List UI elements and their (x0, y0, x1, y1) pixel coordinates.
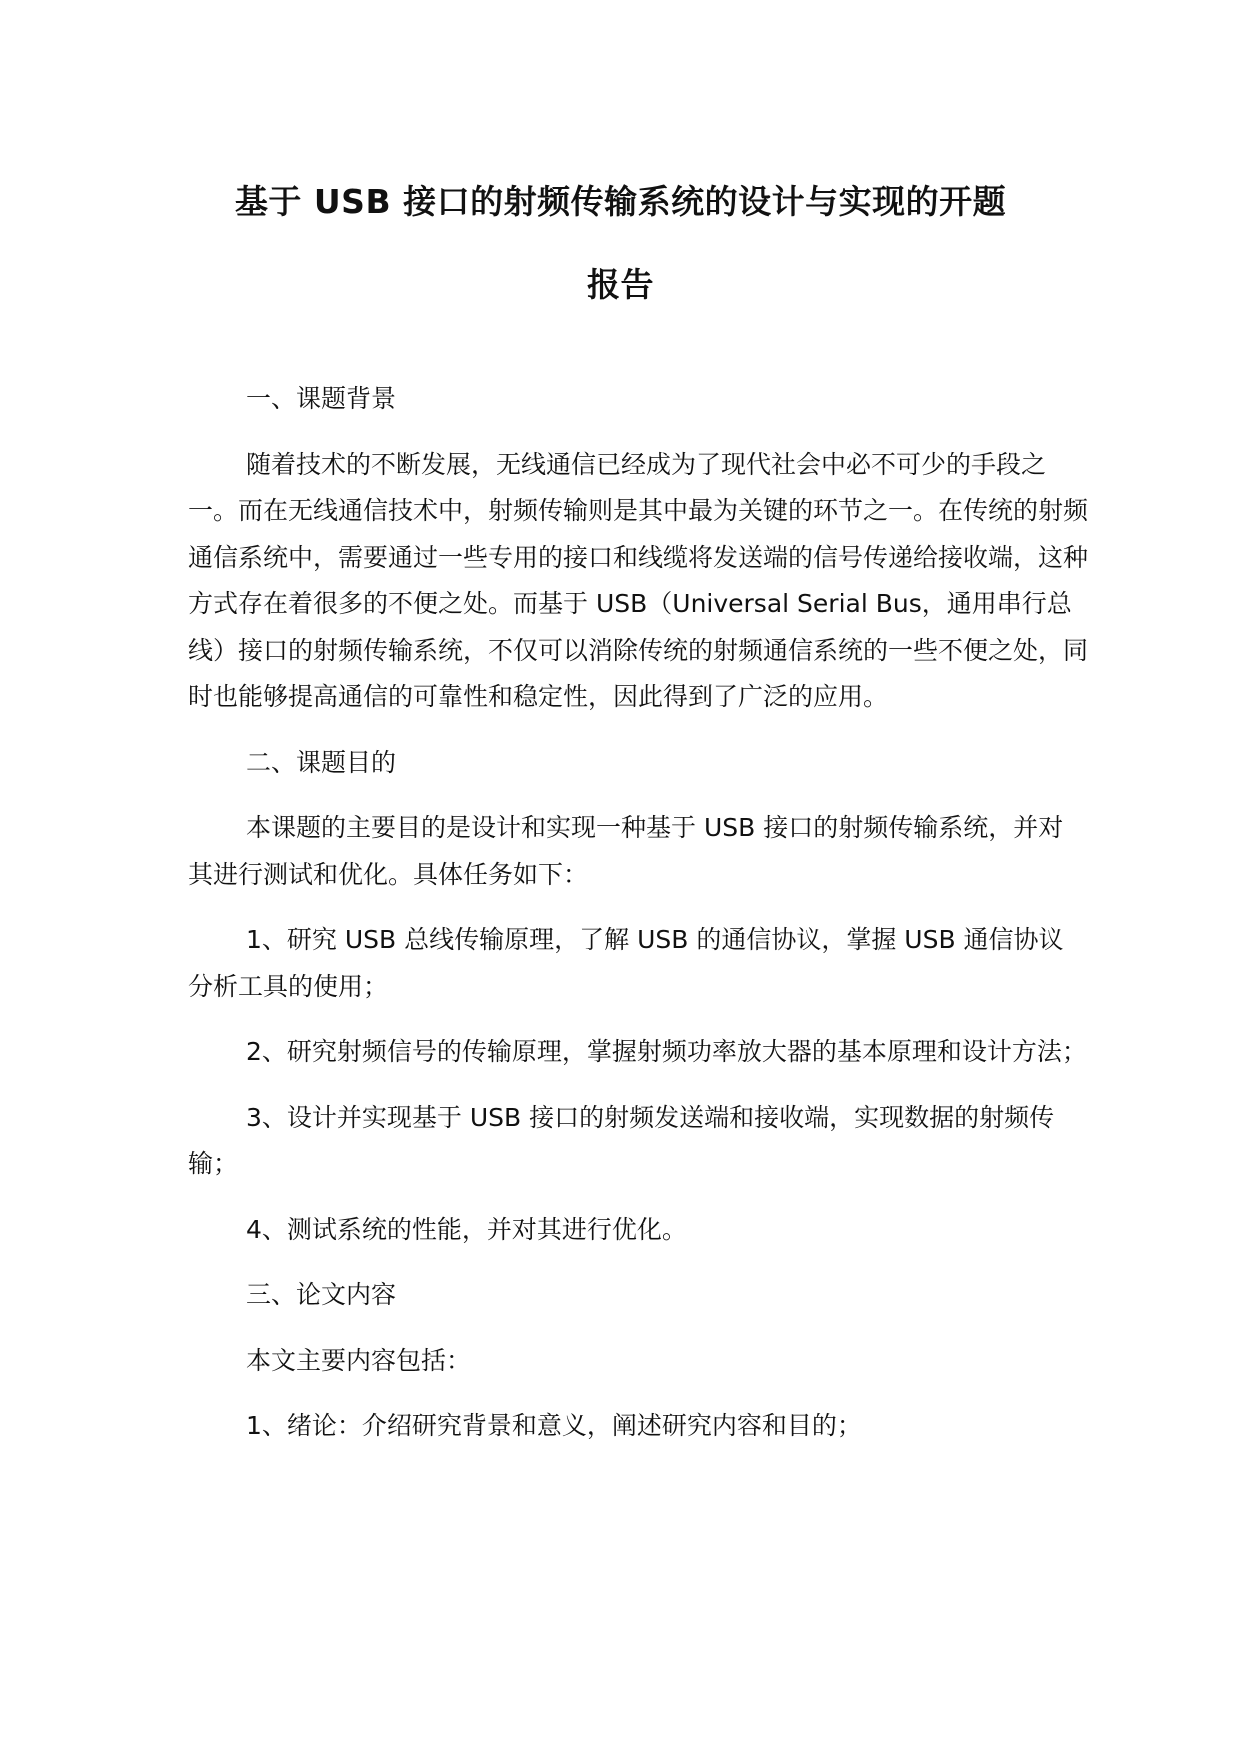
title-line-2: 报告 (587, 265, 654, 304)
section-heading-background: 一、课题背景 (246, 384, 397, 413)
section-heading-content: 三、论文内容 (246, 1280, 397, 1309)
task-item: 2、研究射频信号的传输原理，掌握射频功率放大器的基本原理和设计方法； (246, 1037, 1087, 1066)
task-item: 4、测试系统的性能，并对其进行优化。 (246, 1214, 687, 1244)
content-item: 1、绪论：介绍研究背景和意义，阐述研究内容和目的； (246, 1411, 862, 1440)
paragraph-content-intro: 本文主要内容包括： (246, 1345, 472, 1375)
title-line-1: 基于 USB 接口的射频传输系统的设计与实现的开题 (234, 182, 1007, 221)
paragraph-background: 随着技术的不断发展，无线通信已经成为了现代社会中必不可少的手段之一。而在无线通信技术中，射频传输则是其中最为关键的环节之一。在传统的射频通信系统中，需要通过一些专用的接口和线缆将发送端的信号传递给接收端，这种方式存在着很多的不便之处。而基于 USB（Universal Serial Bus，通用串行总线）接口的射频传输系统，不仅可以消除传统的射频通信系统的一些不便之处，同时也能够提高通信的可靠性和稳定性，因此得到了广泛的应用。 (188, 449, 1089, 711)
section-heading-purpose: 二、课题目的 (246, 747, 397, 777)
document-title (150, 160, 1091, 326)
task-item: 1、研究 USB 总线传输原理，了解 USB 的通信协议，掌握 USB 通信协议分析工具的使用； (188, 925, 1064, 1001)
task-item: 3、设计并实现基于 USB 接口的射频发送端和接收端，实现数据的射频传输； (188, 1102, 1055, 1178)
paragraph-purpose-intro: 本课题的主要目的是设计和实现一种基于 USB 接口的射频传输系统，并对其进行测试和优化。具体任务如下： (188, 813, 1064, 889)
document-body (188, 376, 1088, 1469)
